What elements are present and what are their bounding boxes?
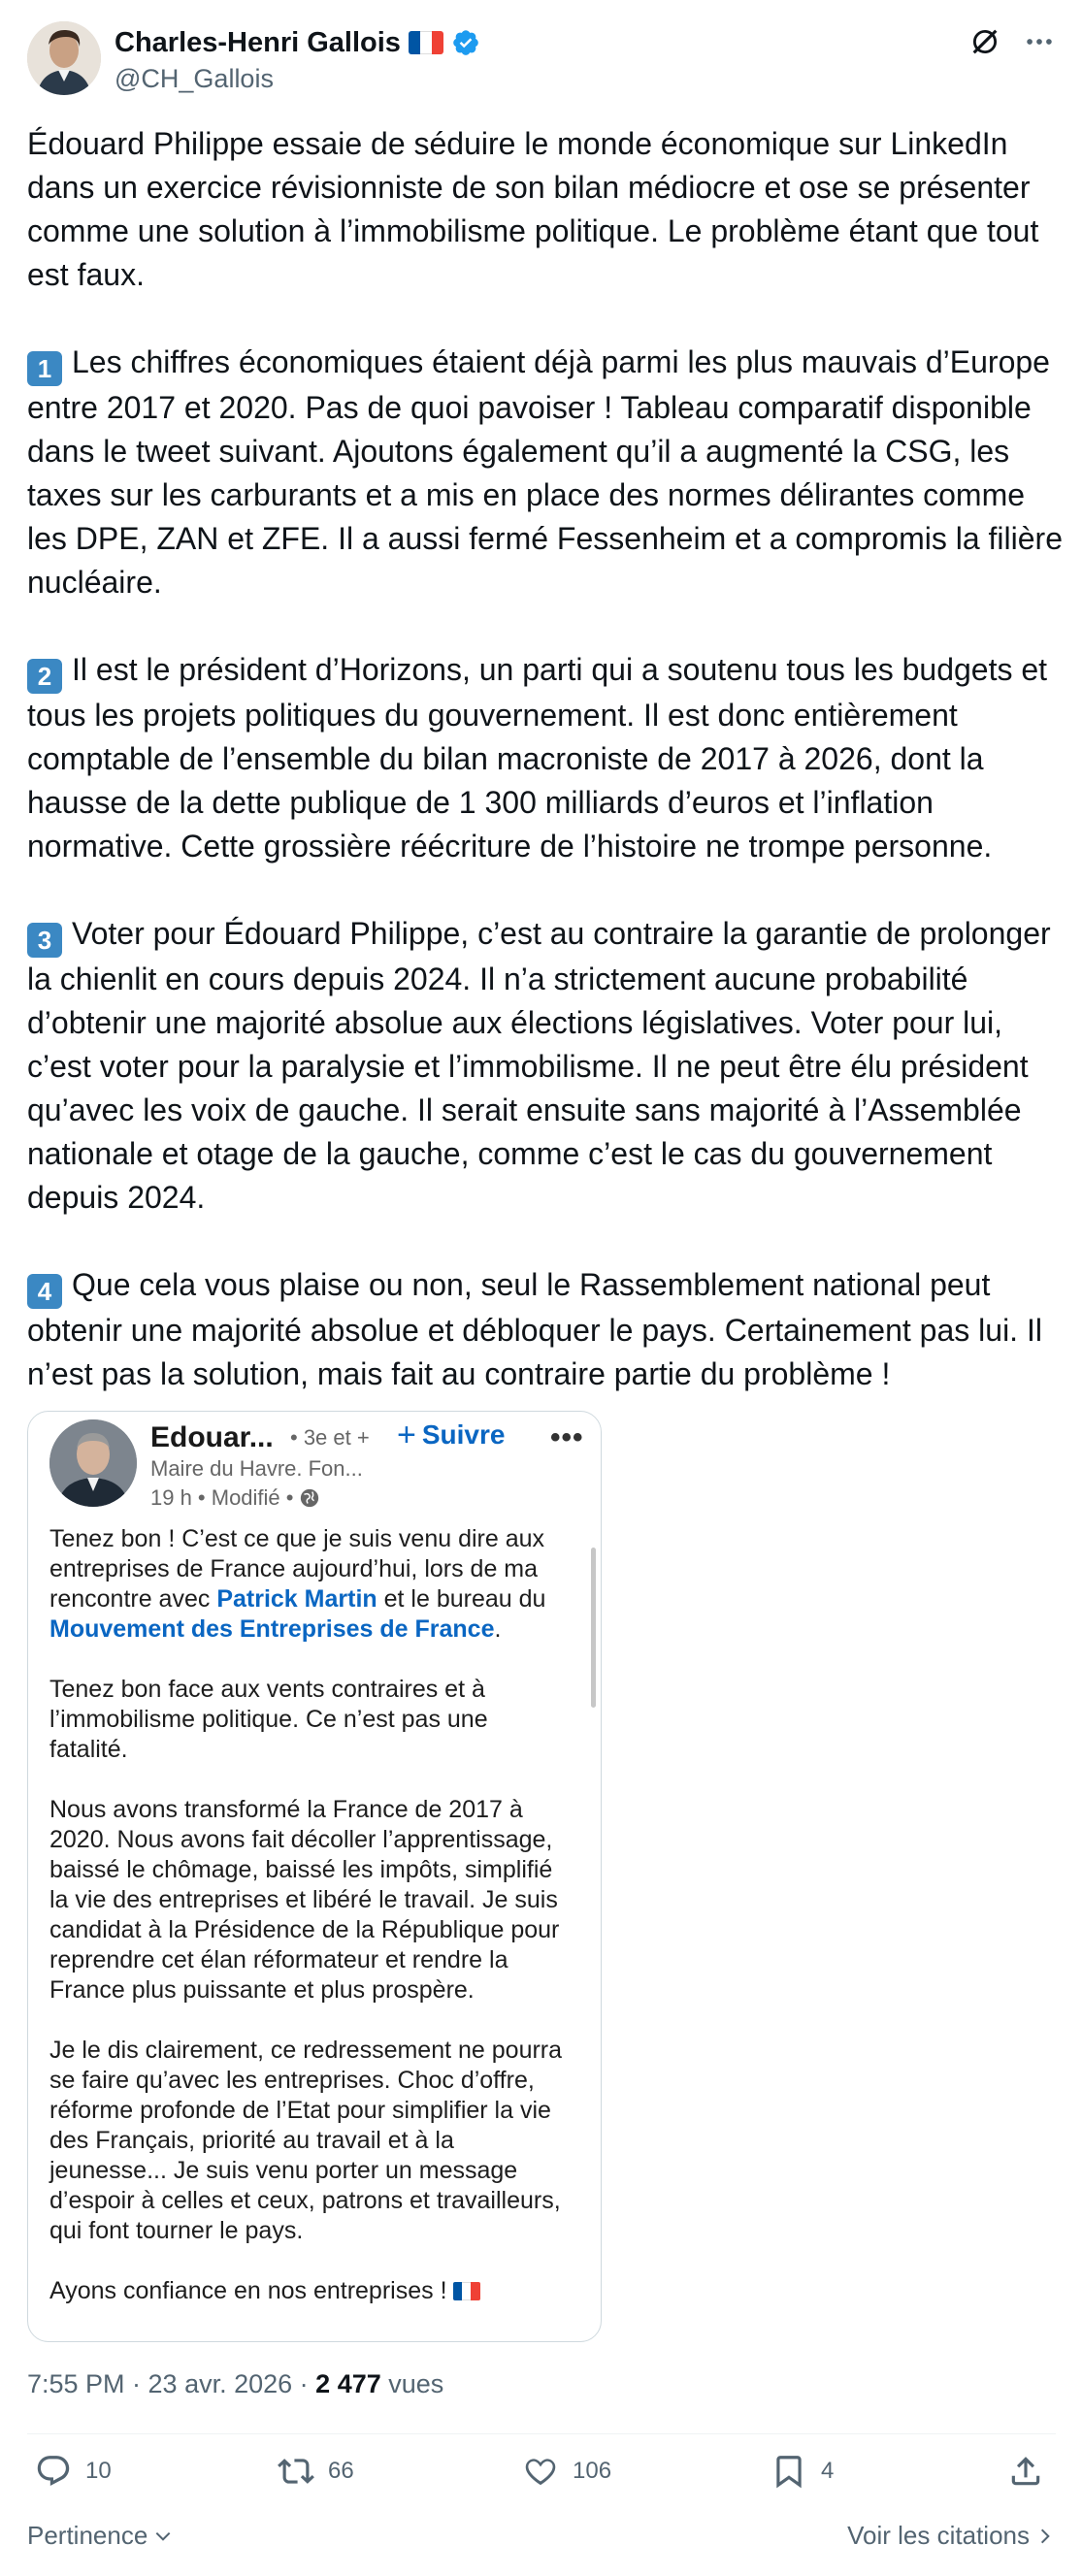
tweet-meta [27, 2369, 443, 2399]
linkedin-text: Tenez bon ! C’est ce que je suis venu dire aux entreprises de France aujourd’hui, lors de ma rencontre avec [49, 1525, 545, 1613]
tweet-point-2 [27, 648, 1066, 868]
linkedin-paragraph-4: Je le dis clairement, ce redressement ne pourra se faire qu’avec les entreprises. Choc d’offre, réforme profonde de l’Etat pour simplifier la vie des Français, priorité au travail et à la jeunesse... Je suis venu porter un message d’espoir à celles et ceux, patrons et travailleurs, qui font tourner le pays. [49, 2037, 563, 2244]
linkedin-paragraph-5 [49, 2276, 564, 2306]
tweet-point-text: Que cela vous plaise ou non, seul le Rassemblement national peut obtenir une majorité absolue et débloquer le pays. Certainement pas lui. Il n’est pas la solution, mais fait au contraire partie du problème ! [27, 1267, 1051, 1391]
linkedin-paragraph-3: Nous avons transformé la France de 2017 à 2020. Nous avons fait décoller l’apprentissage, baissé le chômage, baissé les impôts, simplifié la vie des entreprises et libéré le travail. Je suis candidat à la Présidence de la République pour reprendre cet élan réformateur et rendre la France plus puissante et plus prospère. [49, 1796, 560, 2004]
chevron-down-icon [153, 2527, 173, 2546]
plus-icon: + [397, 1417, 416, 1453]
tweet-point-text: Il est le président d’Horizons, un parti qui a soutenu tous les budgets et tous les projets politiques du gouvernement. Il est donc entièrement comptable de l’ensemble du bilan macroniste de 2017 à 2026, dont la hausse de la dette publique de 1 300 milliards d’euros et l’inflation normative. Cette grossière réécriture de l’histoire ne trompe personne. [27, 652, 1056, 864]
keycap-4-icon: 4 [27, 1274, 62, 1309]
globe-icon [299, 1487, 320, 1509]
france-flag-icon [453, 2282, 480, 2300]
linkedin-text: et le bureau du [377, 1585, 546, 1613]
tweet-point-4 [27, 1263, 1066, 1396]
linkedin-paragraph-2: Tenez bon face aux vents contraires et à l’immobilisme politique. Ce n’est pas une fatalité. [49, 1676, 488, 1763]
view-quotes-label: Voir les citations [847, 2521, 1030, 2550]
linkedin-more-icon: ••• [550, 1421, 584, 1453]
author-handle[interactable]: @CH_Gallois [115, 64, 274, 93]
linkedin-follow-label: Suivre [421, 1419, 506, 1450]
view-quotes-link[interactable] [847, 2521, 1055, 2551]
keycap-1-icon: 1 [27, 351, 62, 386]
tweet-point-1 [27, 341, 1071, 604]
like-button[interactable] [522, 2453, 611, 2490]
linkedin-text: . [494, 1615, 502, 1643]
linkedin-scrollbar [591, 1548, 596, 1708]
attached-image-linkedin-post[interactable] [27, 1411, 602, 2342]
keycap-2-icon: 2 [27, 659, 62, 694]
tweet-timestamp[interactable]: 7:55 PM · 23 avr. 2026 · [27, 2369, 316, 2398]
sort-label: Pertinence [27, 2521, 148, 2550]
keycap-3-icon: 3 [27, 923, 62, 958]
verified-badge-icon [451, 28, 480, 57]
like-count: 106 [573, 2458, 612, 2484]
linkedin-avatar [49, 1419, 137, 1507]
linkedin-post-body [49, 1524, 564, 2336]
share-icon [1007, 2453, 1044, 2490]
sort-dropdown[interactable] [27, 2521, 173, 2551]
views-count: 2 477 [315, 2369, 381, 2398]
linkedin-follow-button [397, 1419, 505, 1451]
tweet-intro: Édouard Philippe essaie de séduire le monde économique sur LinkedIn dans un exercice révisionniste de son bilan médiocre et ose se présenter comme une solution à l’immobilisme politique. Le problème étant que tout est faux. [27, 126, 1048, 292]
linkedin-text: Ayons confiance en nos entreprises ! [49, 2277, 447, 2304]
repost-button[interactable] [278, 2453, 354, 2490]
tweet-point-text: Les chiffres économiques étaient déjà parmi les plus mauvais d’Europe entre 2017 et 2020. Pas de quoi pavoiser ! Tableau comparatif disponible dans le tweet suivant. Ajoutons également qu’il a augmenté la CSG, les taxes sur les carburants et a mis en place des normes délirantes comme les DPE, ZAN et ZFE. Il a aussi fermé Fessenheim et a compromis la filière nucléaire. [27, 344, 1071, 600]
linkedin-connection-degree: • 3e et + [290, 1425, 370, 1450]
reply-button[interactable] [35, 2453, 112, 2490]
france-flag-icon [409, 31, 443, 54]
linkedin-paragraph-1 [49, 1524, 564, 1645]
chevron-right-icon [1035, 2527, 1055, 2546]
grok-icon[interactable] [968, 25, 1001, 58]
linkedin-headline: Maire du Havre. Fon... [150, 1456, 363, 1481]
repost-icon [278, 2453, 314, 2490]
author-avatar[interactable] [27, 21, 101, 95]
divider [27, 2433, 1056, 2434]
heart-icon [522, 2453, 559, 2490]
bookmark-count: 4 [821, 2458, 835, 2484]
linkedin-mention-medef: Mouvement des Entreprises de France [49, 1615, 495, 1643]
reply-count: 10 [85, 2458, 112, 2484]
tweet-text [27, 122, 1071, 1440]
tweet-point-3 [27, 912, 1066, 1220]
tweet-point-text: Voter pour Édouard Philippe, c’est au contraire la garantie de prolonger la chienlit en cours depuis 2024. Il n’a strictement aucune probabilité d’obtenir une majorité absolue aux élections législatives. Voter pour lui, c’est voter pour la paralysie et l’immobilisme. Il ne peut être élu président qu’avec les voix de gauche. Il serait ensuite sans majorité à l’Assemblée nationale et otage de la gauche, comme c’est le cas du gouvernement depuis 2024. [27, 916, 1060, 1215]
bookmark-icon [771, 2453, 807, 2490]
author-name[interactable]: Charles-Henri Gallois [115, 27, 401, 58]
linkedin-mention-patrick-martin: Patrick Martin [216, 1585, 377, 1613]
share-button[interactable] [1007, 2453, 1044, 2490]
views-label: vues [380, 2369, 444, 2398]
repost-count: 66 [328, 2458, 354, 2484]
bookmark-button[interactable] [771, 2453, 834, 2490]
tweet-actions [27, 2453, 1056, 2507]
header-actions [968, 25, 1056, 58]
linkedin-author-name: Edouar... [150, 1421, 274, 1453]
linkedin-time-text: 19 h • Modifié • [150, 1485, 294, 1510]
tweet-header [27, 21, 1056, 101]
author-name-row [115, 25, 480, 60]
more-icon[interactable] [1023, 25, 1056, 58]
linkedin-post-time [150, 1485, 320, 1511]
reply-icon [35, 2453, 72, 2490]
